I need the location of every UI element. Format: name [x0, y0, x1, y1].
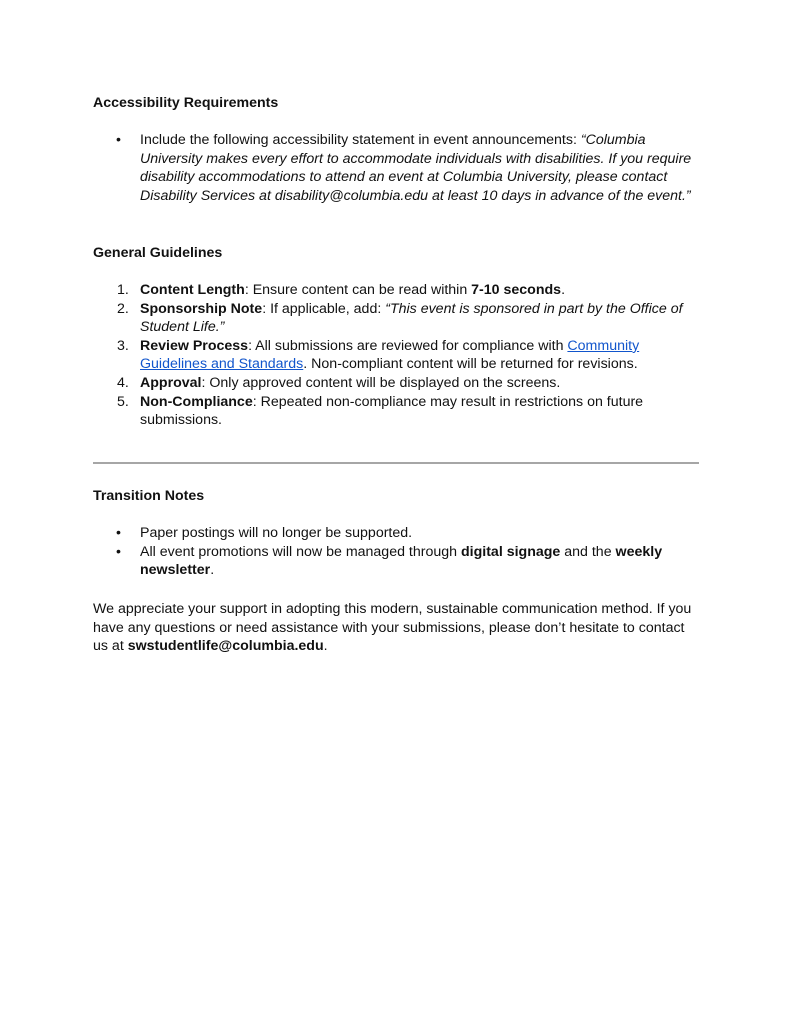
general-guidelines-list	[93, 281, 699, 430]
transition-notes-list	[93, 524, 699, 580]
item-text: : Ensure content can be read within	[244, 282, 472, 298]
item-text: and the	[560, 543, 616, 560]
list-item	[93, 281, 699, 300]
closing-text: We appreciate your support in adopting this modern, sustainable communication method. If you have any questions or need assistance with your submissions, please don’t hesitate to contact us at	[93, 601, 692, 655]
weekly-newsletter-text: weekly newsletter	[140, 543, 663, 579]
list-item	[93, 374, 699, 393]
item-label: Sponsorship Note	[140, 300, 263, 317]
item-text: : All submissions are reviewed for compliance with	[248, 337, 568, 354]
list-number: 4.	[117, 374, 129, 391]
accessibility-intro: Include the following accessibility statement in event announcements:	[140, 132, 581, 148]
item-text: : If applicable, add:	[262, 300, 386, 317]
list-item	[93, 543, 699, 580]
list-number: 2.	[117, 300, 129, 317]
list-item	[93, 337, 699, 374]
item-bold-value: 7-10 seconds	[471, 282, 562, 298]
list-number: 3.	[117, 337, 129, 354]
horizontal-divider	[93, 462, 699, 464]
closing-paragraph	[93, 600, 699, 656]
accessibility-list	[93, 131, 699, 205]
item-label: Non-Compliance	[140, 393, 253, 410]
transition-notes-heading: Transition Notes	[93, 488, 205, 504]
bullet-icon: •	[116, 543, 121, 560]
list-item	[93, 131, 699, 205]
item-text-end: .	[561, 282, 566, 298]
general-guidelines-heading: General Guidelines	[93, 245, 223, 261]
digital-signage-text: digital signage	[460, 543, 561, 560]
list-number: 5.	[117, 393, 129, 410]
item-text: All event promotions will now be managed through	[140, 543, 461, 560]
item-text: : Repeated non-compliance may result in restrictions on future submissions.	[140, 393, 644, 429]
accessibility-statement: “Columbia University makes every effort to accommodate individuals with disabilities. If you require disability accommodations to attend an event at Columbia University, please contact Disability Services at disability@columbia.edu at least 10 days in advance of the event.”	[140, 132, 692, 204]
list-item	[93, 300, 699, 337]
list-item	[93, 393, 699, 430]
item-text: : Only approved content will be displayed on the screens.	[201, 374, 561, 391]
accessibility-heading: Accessibility Requirements	[93, 95, 279, 111]
bullet-icon: •	[116, 525, 121, 541]
list-number: 1.	[117, 282, 129, 298]
contact-email: swstudentlife@columbia.edu	[127, 638, 324, 655]
item-label: Review Process	[140, 337, 249, 354]
bullet-icon: •	[116, 132, 121, 148]
item-text-end: . Non-compliant content will be returned for revisions.	[303, 356, 638, 373]
item-label: Approval	[140, 374, 202, 391]
item-text: Paper postings will no longer be supported.	[140, 525, 413, 541]
community-guidelines-link[interactable]: Community Guidelines and Standards	[140, 337, 640, 373]
item-label: Content Length	[140, 282, 245, 298]
closing-end: .	[323, 638, 328, 655]
item-text-end: .	[210, 562, 215, 579]
list-item	[93, 524, 699, 543]
sponsorship-quote: “This event is sponsored in part by the Office of Student Life.”	[140, 300, 683, 336]
